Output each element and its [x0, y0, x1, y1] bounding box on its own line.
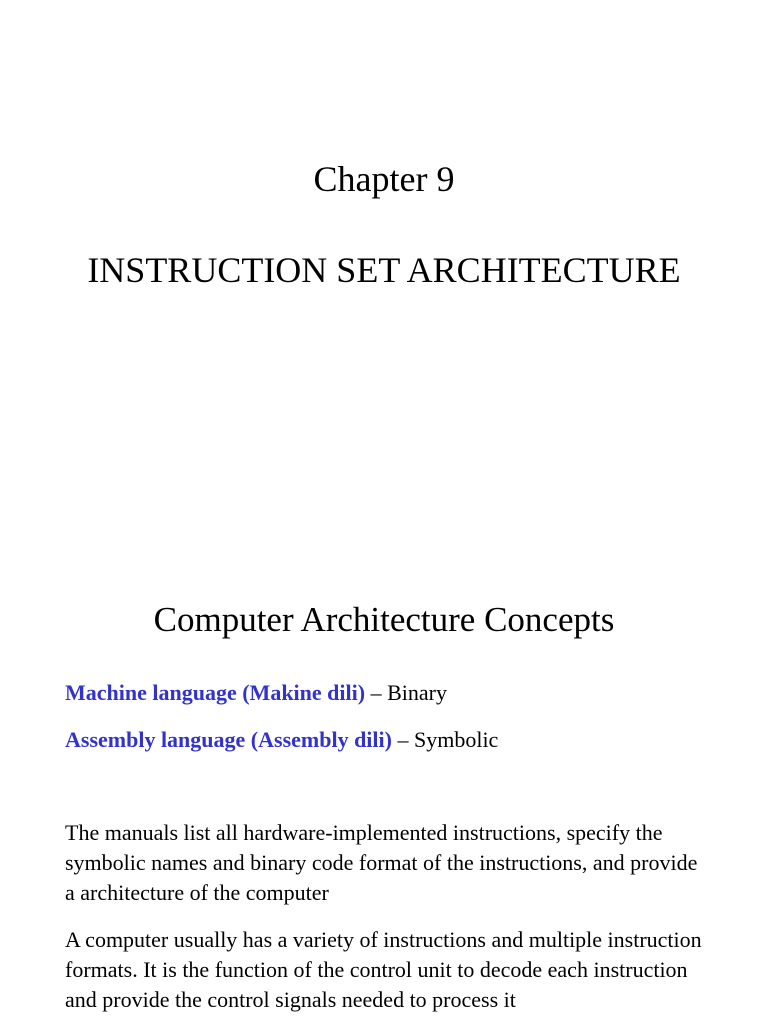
- paragraph-instruction-formats: A computer usually has a variety of instructions and multiple instruction formats. It is the function of the control unit to decode each instruction and provide the control signals needed to process it: [65, 927, 702, 1012]
- term-separator: –: [391, 727, 414, 752]
- paragraph-manuals: The manuals list all hardware-implemented instructions, specify the symbolic names and binary code format of the instructions, and provide a architecture of the computer: [65, 820, 698, 905]
- term-description: Binary: [387, 680, 447, 705]
- chapter-title: Chapter 9: [313, 159, 455, 199]
- chapter-subtitle: INSTRUCTION SET ARCHITECTURE: [87, 250, 681, 290]
- term-description: Symbolic: [413, 727, 499, 752]
- term-line-assembly-language: [65, 726, 498, 754]
- term-separator: –: [365, 680, 388, 705]
- term-line-machine-language: [65, 679, 447, 707]
- term-label: Assembly language (Assembly dili): [65, 727, 392, 752]
- section-title: Computer Architecture Concepts: [153, 600, 615, 639]
- slide-chapter-title: [0, 0, 768, 500]
- term-label: Machine language (Makine dili): [65, 680, 366, 705]
- slide-concepts: [0, 500, 768, 1024]
